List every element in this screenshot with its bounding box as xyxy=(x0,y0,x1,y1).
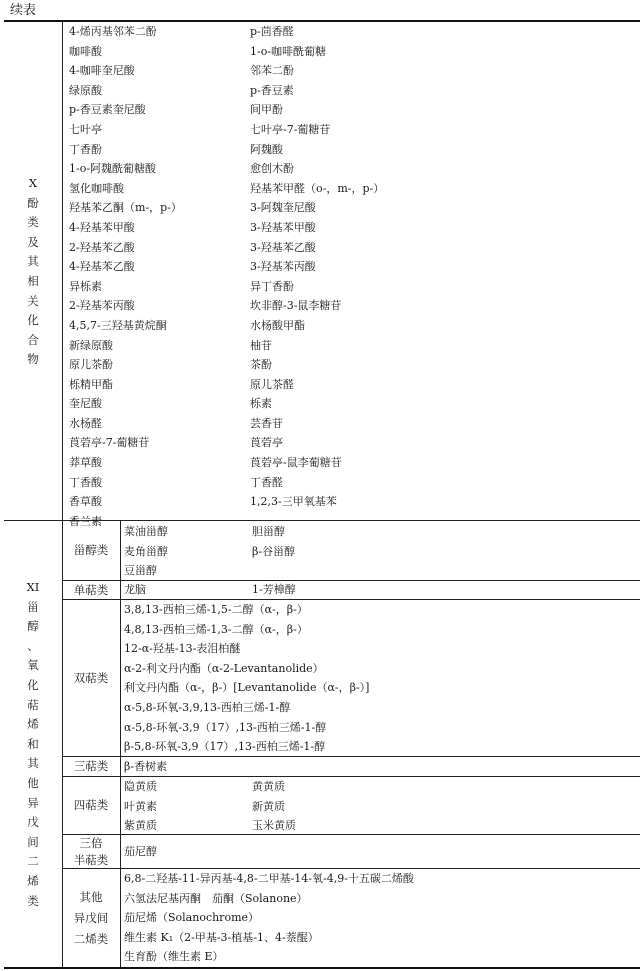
category-char: 相 xyxy=(27,273,39,288)
category-char: 二 xyxy=(27,854,39,869)
compound-item: 六氢法尼基丙酮 茄酮（Solanone） xyxy=(124,891,308,905)
subcategory-label-line: 半萜类 xyxy=(73,853,109,867)
compound-item: 莽草酸 xyxy=(69,456,102,470)
compound-item: 丁香酚 xyxy=(69,142,102,156)
compound-item: β-香树素 xyxy=(124,760,168,773)
compound-item: 紫黄质 xyxy=(124,819,157,833)
compound-item: 叶黄素 xyxy=(124,799,157,813)
section-x-column-2 xyxy=(250,22,384,512)
compound-item: 4-烯丙基邻苯二酚 xyxy=(69,25,157,38)
subcategory-sesquiterpenes xyxy=(62,835,120,869)
compound-item: 1-芳樟醇 xyxy=(252,583,296,596)
compound-item: 新绿原酸 xyxy=(69,338,113,352)
compound-item: 4-咖啡奎尼酸 xyxy=(69,64,135,78)
category-char: 化 xyxy=(27,313,39,328)
compound-item: 3,8,13-西柏三烯-1,5-二醇（α-，β-） xyxy=(124,603,308,616)
compound-item: 栎精甲酯 xyxy=(69,377,113,391)
compound-item: 七叶亭-7-葡糖苷 xyxy=(250,122,331,136)
category-label-xi xyxy=(4,578,62,911)
compound-item: 莨菪亭 xyxy=(250,436,283,450)
subcategory-tetraterpenes: 四萜类 xyxy=(73,798,109,812)
category-char: 酚 xyxy=(27,195,39,210)
compound-item: 4,5,7-三羟基黄烷酮 xyxy=(69,318,167,332)
subcategory-label-line: 其他 xyxy=(79,890,103,904)
compound-item: 黄黄质 xyxy=(252,780,285,793)
category-char: 化 xyxy=(27,677,39,692)
compound-item: 愈创木酚 xyxy=(250,162,294,176)
category-char: 物 xyxy=(27,352,39,367)
compound-item: 邻苯二酚 xyxy=(250,64,294,78)
compound-item: 维生素 K₁（2-甲基-3-植基-1、4-萘醌） xyxy=(124,930,319,944)
subcategory-label-line: 异戊间 xyxy=(73,911,109,925)
subcategory-steroids: 甾醇类 xyxy=(73,543,109,557)
diterpenes-list xyxy=(124,600,369,757)
compound-item: 丁香醛 xyxy=(250,475,283,489)
compound-item: 龙脑 xyxy=(124,583,146,596)
compound-item: 茄尼烯（Solanochrome） xyxy=(124,911,260,925)
tetraterpenes-column-2 xyxy=(252,777,296,836)
compound-item: 咖啡酸 xyxy=(69,44,102,58)
compound-item: 香草酸 xyxy=(69,495,102,509)
category-label-x xyxy=(4,174,62,370)
compound-item: 奎尼酸 xyxy=(69,397,102,411)
compound-item: p-茴香醛 xyxy=(250,25,294,38)
compound-item: 新黄质 xyxy=(252,799,285,813)
compound-item: 生育酚（维生素 E） xyxy=(124,950,224,964)
category-char: 及 xyxy=(27,234,39,249)
compound-item: 3-羟基苯乙酸 xyxy=(250,240,316,254)
category-char: 和 xyxy=(27,736,39,751)
compound-item: 1,2,3-三甲氧基苯 xyxy=(250,495,337,509)
category-char: 他 xyxy=(27,775,39,790)
category-char: 醇 xyxy=(27,619,39,634)
category-char: 氧 xyxy=(27,658,39,673)
compound-item: 12-α-羟基-13-表泪柏醚 xyxy=(124,642,241,656)
compound-item: p-香豆素 xyxy=(250,83,294,97)
compound-item: 豆甾醇 xyxy=(124,564,157,578)
compound-item: 6,8-二羟基-11-异丙基-4,8-二甲基-14-氧-4,9-十五碳二烯酸 xyxy=(124,872,414,885)
compound-item: 莨菪亭-鼠李葡糖苷 xyxy=(250,456,342,470)
category-char: 异 xyxy=(27,795,39,810)
compound-item: 绿原酸 xyxy=(69,83,102,97)
compound-item: 3-阿魏奎尼酸 xyxy=(250,201,316,215)
category-char: 萜 xyxy=(27,697,39,712)
compound-item: 间甲酚 xyxy=(250,103,283,117)
compound-item: 2-羟基苯乙酸 xyxy=(69,240,135,254)
category-char: 间 xyxy=(27,834,39,849)
compound-item: 3-羟基苯甲酸 xyxy=(250,220,316,234)
compound-item: p-香豆素奎尼酸 xyxy=(69,103,146,117)
compound-item: 4-羟基苯甲酸 xyxy=(69,220,135,234)
compound-item: 3-羟基苯丙酸 xyxy=(250,260,316,274)
compound-item: 莨菪亭-7-葡糖苷 xyxy=(69,436,150,450)
subcategory-label-line: 二烯类 xyxy=(73,932,109,946)
compound-item: α-5,8-环氧-3,9（17）,13-西柏三烯-1-醇 xyxy=(124,720,327,734)
compound-item: α-5,8-环氧-3,9,13-西柏三烯-1-醇 xyxy=(124,700,291,714)
compound-item: 坎非醇-3-鼠李糖苷 xyxy=(250,299,342,313)
compound-item: 羟基苯乙酮（m-，p-） xyxy=(69,201,182,215)
steroids-column-2 xyxy=(252,522,295,561)
compound-item: 隐黄质 xyxy=(124,780,157,793)
subcategory-monoterpenes: 单萜类 xyxy=(73,583,109,597)
category-char: 类 xyxy=(27,215,39,230)
compound-item: 胆甾醇 xyxy=(252,525,285,538)
compound-item: 栎素 xyxy=(250,397,272,411)
compound-item: 七叶亭 xyxy=(69,122,102,136)
monoterpenes-column-1 xyxy=(124,580,146,600)
category-column-divider xyxy=(62,21,63,967)
section-x-column-1 xyxy=(69,22,182,531)
compound-item: 阿魏酸 xyxy=(250,142,283,156)
subcategory-triterpenes: 三萜类 xyxy=(73,759,109,773)
compound-item: 4,8,13-西柏三烯-1,3-二醇（α-，β-） xyxy=(124,622,308,636)
subcategory-diterpenes: 双萜类 xyxy=(73,671,109,685)
triterpenes-list xyxy=(124,757,167,777)
compound-item: 2-羟基苯丙酸 xyxy=(69,299,135,313)
page-title: 续表 xyxy=(10,3,37,18)
compound-item: 异丁香酚 xyxy=(250,279,294,293)
compound-item: 玉米黄质 xyxy=(252,819,296,833)
compound-item: 羟基苯甲醛（o-，m-，p-） xyxy=(250,181,385,195)
compound-item: 香兰素 xyxy=(69,514,102,528)
other-isoprenoids-list xyxy=(124,869,414,967)
compound-item: 1-o-阿魏酰葡糖酸 xyxy=(69,162,157,176)
category-char: XI xyxy=(26,580,40,594)
table-bottom-rule xyxy=(4,967,640,969)
steroids-column-1 xyxy=(124,522,168,581)
category-char: 烯 xyxy=(27,717,39,732)
compound-item: 原儿茶酚 xyxy=(69,358,113,372)
compound-item: 丁香酸 xyxy=(69,475,102,489)
compound-item: 芸香苷 xyxy=(250,416,283,430)
compound-item: 麦角甾醇 xyxy=(124,544,168,558)
compound-item: 茶酚 xyxy=(250,358,272,372)
category-char: 戊 xyxy=(27,815,39,830)
monoterpenes-column-2 xyxy=(252,580,296,600)
compound-item: α-2-利文丹内酯（α-2-Levantanolide） xyxy=(124,661,324,675)
tetraterpenes-column-1 xyxy=(124,777,157,836)
category-char: 甾 xyxy=(27,599,39,614)
category-char: 关 xyxy=(27,293,39,308)
compound-item: 水杨酸甲酯 xyxy=(250,318,305,332)
category-char: X xyxy=(28,176,38,190)
compound-item: 氢化咖啡酸 xyxy=(69,181,124,195)
subcategory-column-divider xyxy=(120,521,121,967)
compound-item: 柚苷 xyxy=(250,338,272,352)
category-char: 烯 xyxy=(27,873,39,888)
compound-item: 利文丹内酯（α-，β-）[Levantanolide（α-，β-）] xyxy=(124,681,370,695)
compound-item: 水杨醛 xyxy=(69,416,102,430)
category-char: 其 xyxy=(27,254,39,269)
category-char: 其 xyxy=(27,756,39,771)
compound-item: 茄尼醇 xyxy=(124,845,157,858)
sesquiterpenes-list xyxy=(124,842,157,862)
category-char: 合 xyxy=(27,332,39,347)
compound-item: β-5,8-环氧-3,9（17）,13-西柏三烯-1-醇 xyxy=(124,740,326,754)
compound-item: 异栎素 xyxy=(69,279,102,293)
category-char: 类 xyxy=(27,893,39,908)
compound-item: β-谷甾醇 xyxy=(252,544,296,558)
subcategory-label-line: 三倍 xyxy=(79,836,103,850)
compound-item: 原儿茶醛 xyxy=(250,377,294,391)
compound-item: 1-o-咖啡酰葡糖 xyxy=(250,44,327,58)
compound-item: 菜油甾醇 xyxy=(124,525,168,538)
category-char: 、 xyxy=(27,638,39,653)
subcategory-other-isoprenoids xyxy=(62,887,120,950)
compound-item: 4-羟基苯乙酸 xyxy=(69,260,135,274)
